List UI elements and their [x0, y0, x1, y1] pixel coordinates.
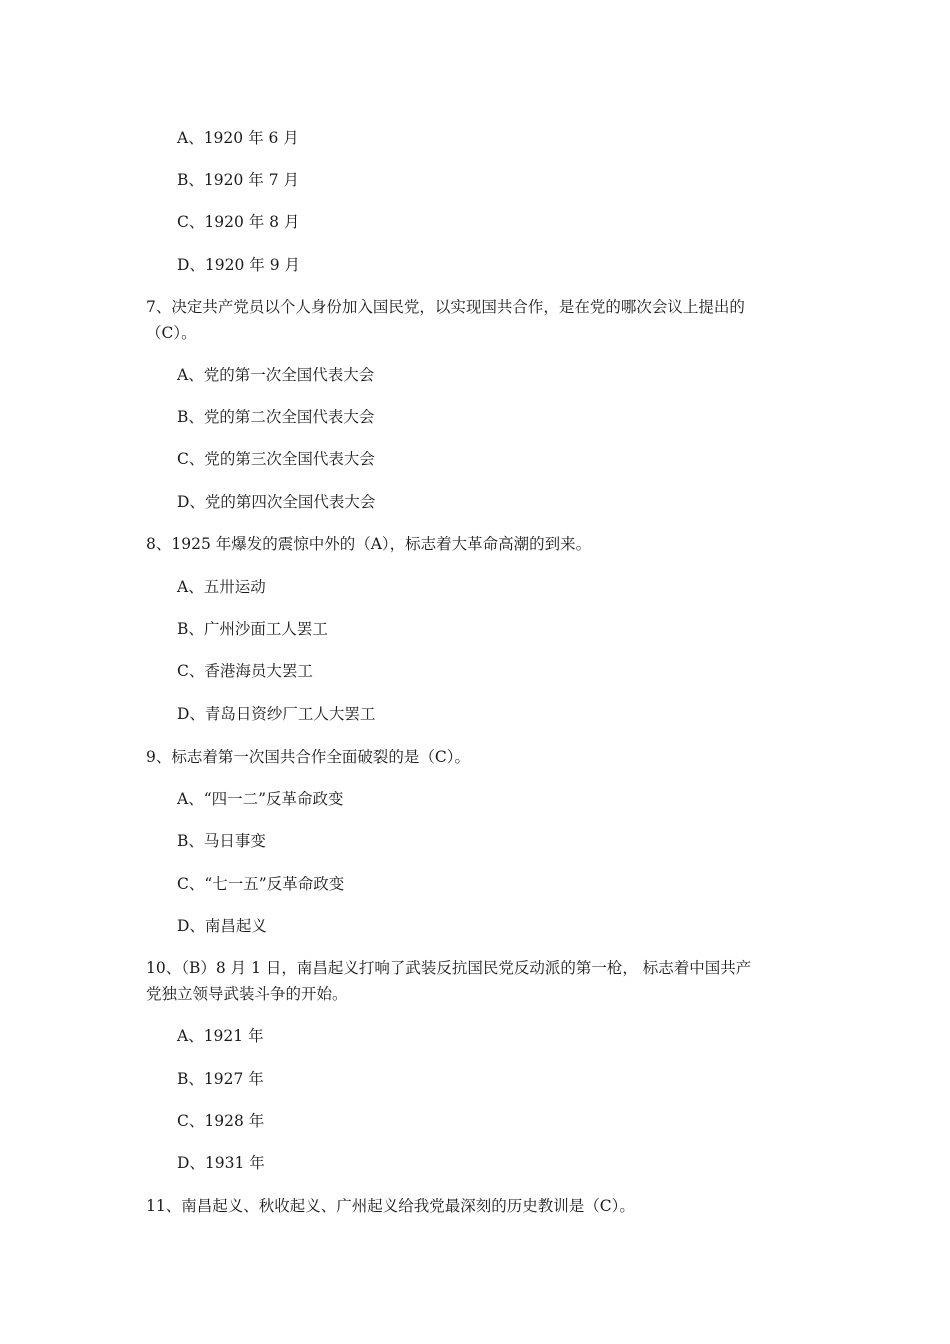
option-d: D、党的第四次全国代表大会 — [177, 493, 376, 511]
option-a: A、1920 年 6 月 — [177, 129, 299, 147]
question-9-text: 9、标志着第一次国共合作全面破裂的是（C）。 — [146, 748, 470, 766]
question-7-text-cont: （C）。 — [146, 324, 197, 342]
option-b: B、马日事变 — [177, 832, 266, 850]
option-b: B、1920 年 7 月 — [177, 171, 299, 189]
option-a: A、1921 年 — [177, 1027, 264, 1045]
option-c: C、香港海员大罢工 — [177, 662, 313, 680]
option-d: D、南昌起义 — [177, 917, 267, 935]
question-10-text: 10、（B）8 月 1 日，南昌起义打响了武装反抗国民党反动派的第一枪， 标志着中国共产 — [146, 959, 752, 977]
option-c: C、“七一五”反革命政变 — [177, 875, 345, 893]
option-b: B、党的第二次全国代表大会 — [177, 408, 375, 426]
option-c: C、党的第三次全国代表大会 — [177, 450, 375, 468]
option-d: D、1931 年 — [177, 1154, 265, 1172]
question-10-text-cont: 党独立领导武装斗争的开始。 — [146, 985, 348, 1003]
option-c: C、1928 年 — [177, 1112, 265, 1130]
option-c: C、1920 年 8 月 — [177, 213, 300, 231]
question-11-text: 11、南昌起义、秋收起义、广州起义给我党最深刻的历史教训是（C）。 — [146, 1197, 635, 1215]
option-d: D、青岛日资纱厂工人大罢工 — [177, 705, 376, 723]
option-d: D、1920 年 9 月 — [177, 256, 301, 274]
option-a: A、“四一二”反革命政变 — [177, 790, 344, 808]
option-b: B、1927 年 — [177, 1070, 264, 1088]
question-7-text: 7、决定共产党员以个人身份加入国民党，以实现国共合作，是在党的哪次会议上提出的 — [146, 298, 745, 316]
option-b: B、广州沙面工人罢工 — [177, 620, 328, 638]
question-8-text: 8、1925 年爆发的震惊中外的（A），标志着大革命高潮的到来。 — [146, 535, 592, 553]
option-a: A、五卅运动 — [177, 578, 266, 596]
option-a: A、党的第一次全国代表大会 — [177, 366, 375, 384]
